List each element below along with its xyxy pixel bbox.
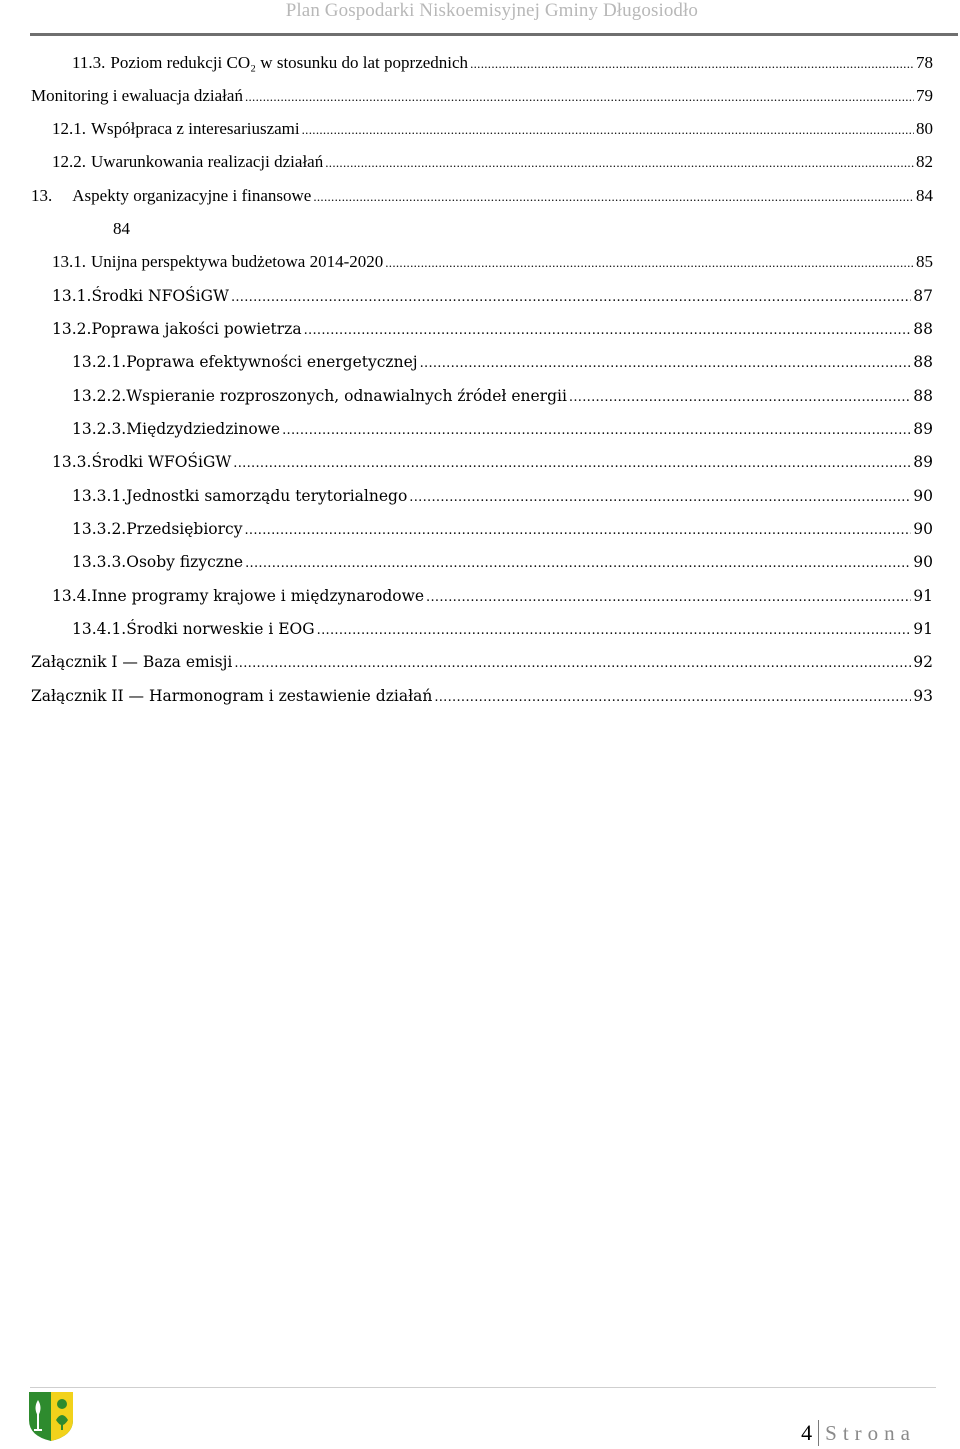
toc-leader-dots — [231, 287, 911, 309]
toc-entry[interactable] — [72, 551, 933, 581]
toc-entry-number: 13.4. — [52, 587, 92, 605]
toc-entry-number: 13.4.1. — [72, 620, 127, 638]
municipality-coat-of-arms-icon — [26, 1390, 76, 1442]
toc-entry-page-wrapped: 84 — [113, 219, 130, 238]
toc-entry[interactable] — [31, 685, 933, 715]
toc-entry[interactable] — [72, 618, 933, 648]
page-number — [801, 1420, 916, 1446]
toc-entry-title: Załącznik I — Baza emisji — [31, 653, 233, 671]
toc-entry-title: Poprawa efektywności energetycznej — [126, 353, 418, 371]
toc-entry-number: 12.1. — [52, 119, 86, 138]
toc-entry-title: Załącznik II — Harmonogram i zestawienie działań — [31, 687, 433, 705]
toc-leader-dots — [244, 520, 911, 542]
toc-entry-number: 13.2. — [52, 320, 92, 338]
toc-entry-title: Środki NFOŚiGW — [91, 287, 229, 305]
toc-entry-number: 13.2.2. — [72, 387, 127, 405]
document-header-title: Plan Gospodarki Niskoemisyjnej Gminy Długosiodło — [285, 0, 698, 21]
toc-entry-page: 90 — [913, 553, 933, 571]
toc-entry-page: 90 — [913, 520, 933, 538]
toc-entry[interactable] — [52, 151, 933, 181]
toc-entry[interactable] — [52, 251, 933, 281]
toc-entry[interactable] — [52, 285, 933, 315]
toc-leader-dots — [234, 653, 911, 675]
toc-entry-page: 89 — [913, 420, 933, 438]
toc-entry[interactable] — [52, 318, 933, 348]
page-label: Strona — [825, 1420, 916, 1445]
toc-entry-page: 79 — [916, 86, 933, 105]
page-number-value: 4 — [801, 1420, 813, 1445]
toc-leader-dots — [245, 553, 911, 575]
toc-leader-dots — [304, 320, 912, 342]
toc-entry-number: 13.2.1. — [72, 353, 127, 371]
toc-entry-number: 13.1. — [52, 287, 92, 305]
toc-entry[interactable] — [31, 85, 933, 115]
toc-entry-number: 13.2.3. — [72, 420, 127, 438]
toc-entry[interactable] — [52, 585, 933, 615]
toc-entry[interactable] — [72, 518, 933, 548]
toc-entry-number: 11.3. — [72, 53, 106, 72]
toc-entry-page: 84 — [916, 186, 933, 205]
toc-entry-page: 91 — [913, 620, 933, 638]
toc-entry[interactable] — [72, 351, 933, 381]
toc-leader-dots — [325, 152, 914, 174]
toc-entry-page: 93 — [913, 687, 933, 705]
toc-leader-dots — [434, 687, 911, 709]
toc-entry-title: Przedsiębiorcy — [126, 520, 243, 538]
toc-entry-title: Międzydziedzinowe — [126, 420, 281, 438]
toc-leader-dots — [409, 487, 911, 509]
toc-entry-number: 13. — [31, 186, 53, 205]
toc-entry-page: 85 — [916, 252, 933, 271]
toc-leader-dots — [317, 620, 912, 642]
toc-entry-page: 91 — [913, 587, 933, 605]
toc-leader-dots — [302, 119, 914, 141]
toc-entry-page: 82 — [916, 152, 933, 171]
toc-leader-dots — [426, 587, 911, 609]
toc-leader-dots — [569, 387, 911, 409]
toc-entry-title: Współpraca z interesariuszami — [91, 119, 300, 138]
toc-entry-title: Unijna perspektywa budżetowa 2014-2020 — [91, 252, 384, 271]
toc-entry-page: 90 — [913, 487, 933, 505]
toc-leader-dots — [233, 453, 911, 475]
toc-entry-title: Uwarunkowania realizacji działań — [91, 152, 324, 171]
toc-entry-page: 87 — [913, 287, 933, 305]
toc-leader-dots — [313, 186, 914, 208]
toc-entry-number: 13.3.1. — [72, 487, 127, 505]
toc-entry-title: Inne programy krajowe i międzynarodowe — [91, 587, 425, 605]
toc-entry-number: 13.3.3. — [72, 553, 127, 571]
toc-entry-number: 13.1. — [52, 252, 86, 271]
toc-entry-title: Monitoring i ewaluacja działań — [31, 86, 243, 105]
toc-entry-number: 12.2. — [52, 152, 86, 171]
toc-entry-page: 88 — [913, 387, 933, 405]
toc-entry-title: Osoby fizyczne — [126, 553, 244, 571]
toc-entry-title: Poprawa jakości powietrza — [91, 320, 302, 338]
page-number-separator — [818, 1420, 819, 1446]
toc-entry-page: 88 — [913, 320, 933, 338]
toc-entry-title: Jednostki samorządu terytorialnego — [126, 487, 408, 505]
toc-entry-title: Aspekty organizacyjne i finansowe — [72, 186, 312, 205]
toc-entry[interactable] — [72, 485, 933, 515]
toc-entry-continuation — [113, 218, 213, 248]
toc-entry[interactable] — [72, 385, 933, 415]
footer-divider — [30, 1387, 936, 1388]
toc-entry[interactable] — [72, 52, 933, 82]
toc-leader-dots — [470, 53, 914, 75]
toc-leader-dots — [420, 353, 912, 375]
toc-entry-number: 13.3.2. — [72, 520, 127, 538]
toc-entry-title: Wspieranie rozproszonych, odnawialnych źródeł energii — [126, 387, 567, 405]
toc-entry-page: 89 — [913, 453, 933, 471]
toc-entry-page: 80 — [916, 119, 933, 138]
toc-entry[interactable] — [72, 418, 933, 448]
toc-entry-page: 78 — [916, 53, 933, 72]
toc-entry[interactable] — [52, 451, 933, 481]
toc-entry[interactable] — [31, 651, 933, 681]
toc-leader-dots — [245, 86, 914, 108]
toc-entry[interactable] — [31, 185, 933, 215]
header-divider — [30, 33, 958, 36]
toc-entry-title: Środki norweskie i EOG — [126, 620, 315, 638]
toc-leader-dots — [282, 420, 911, 442]
toc-leader-dots — [385, 252, 914, 274]
toc-entry-number: 13.3. — [52, 453, 92, 471]
toc-entry-page: 92 — [913, 653, 933, 671]
toc-entry-page: 88 — [913, 353, 933, 371]
toc-entry[interactable] — [52, 118, 933, 148]
toc-entry-title: Poziom redukcji CO₂ w stosunku do lat poprzednich — [110, 53, 469, 72]
toc-entry-title: Środki WFOŚiGW — [91, 453, 232, 471]
